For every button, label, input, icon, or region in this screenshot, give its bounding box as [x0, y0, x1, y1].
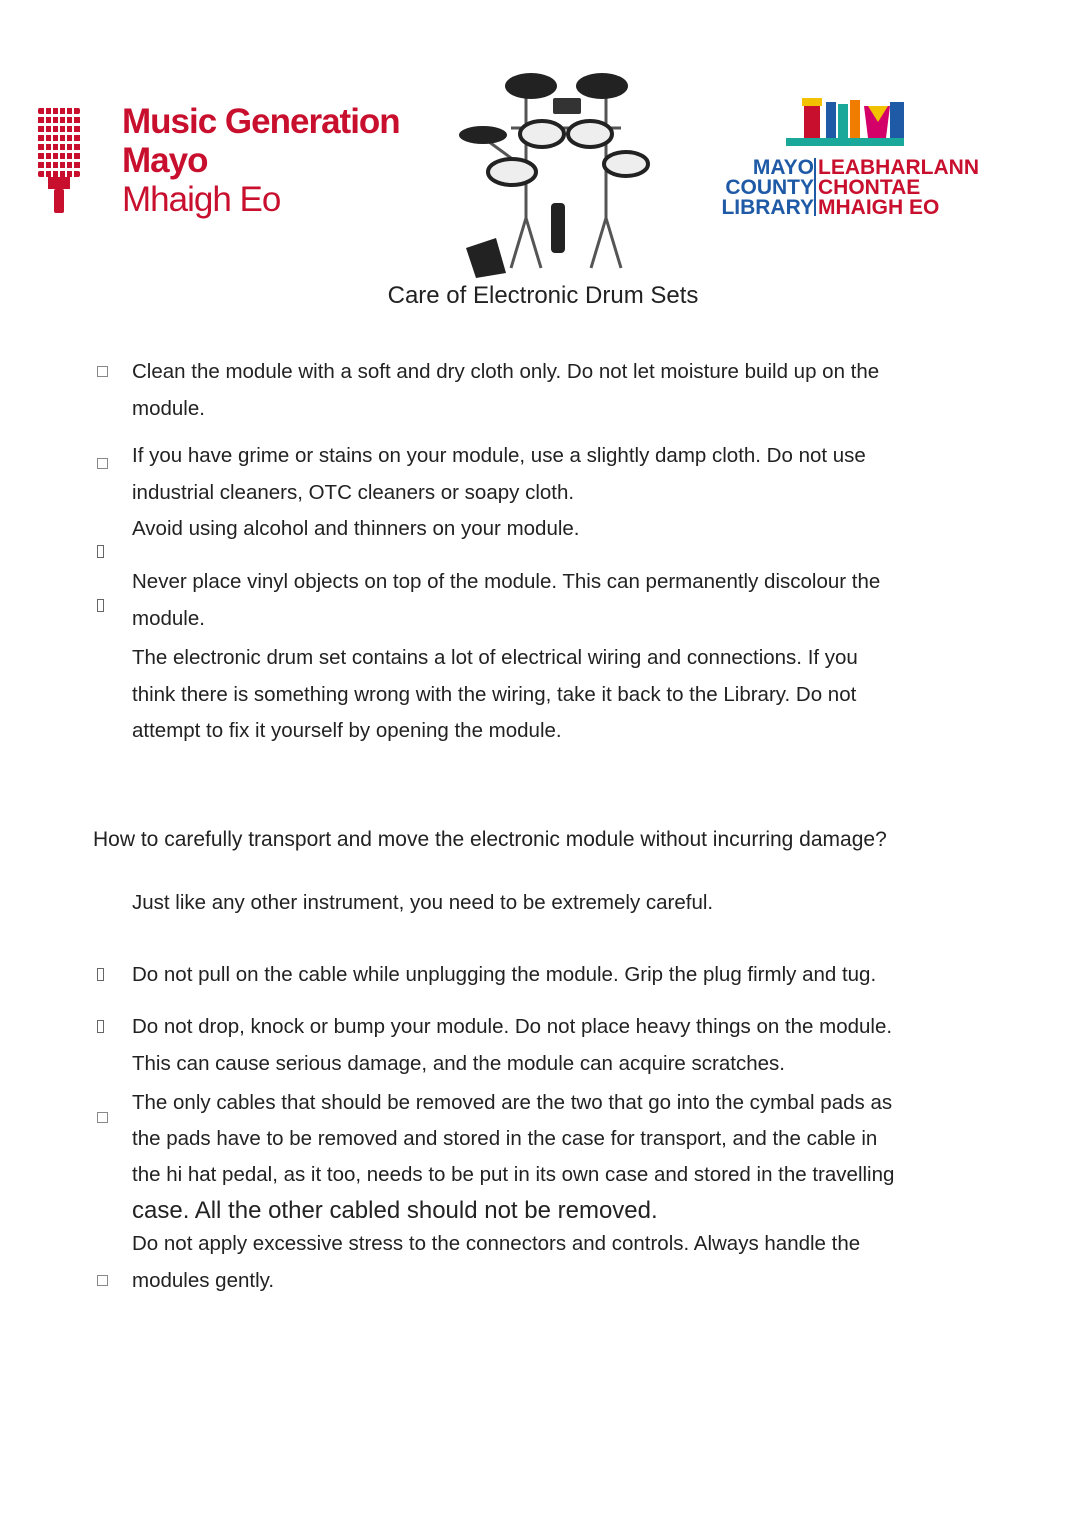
- library-line-county: COUNTY: [725, 176, 814, 199]
- bullet-marker: [97, 599, 104, 612]
- transport-heading: How to carefully transport and move the electronic module without incurring damage?: [93, 828, 887, 851]
- library-line-library: LIBRARY: [721, 196, 814, 219]
- care-item-4: The electronic drum set contains a lot of electrical wiring and connections. If you think there is something wrong with the wiring, take it back to the Library. Do not attempt to fix it yourself by opening the module.: [132, 646, 858, 742]
- library-logo-divider: [814, 158, 816, 216]
- microphone-icon: [36, 104, 82, 216]
- logo-line-mhaigh-eo: Mhaigh Eo: [122, 180, 281, 219]
- electronic-drum-kit-image: [456, 68, 656, 280]
- mayo-county-library-logo: [700, 98, 1010, 223]
- transport-item-3: The only cables that should be removed are the two that go into the cymbal pads as the pads have to be removed and stored in the case for transport, and the cable in the hi hat pedal, as it too, needs to be put in its own case and stored in the travelling case. All the other cabled should not be removed.: [132, 1091, 895, 1224]
- logo-line-mayo: Mayo: [122, 141, 208, 180]
- music-generation-wordmark: [122, 104, 400, 217]
- bullet-marker: [97, 1020, 104, 1033]
- care-item-1: Clean the module with a soft and dry cloth only. Do not let moisture build up on the module.: [132, 360, 880, 420]
- bullet-marker: [97, 458, 108, 469]
- music-generation-mayo-logo: [36, 104, 436, 224]
- care-item-3: Never place vinyl objects on top of the module. This can permanently discolour the module.: [132, 570, 881, 630]
- library-line-leabharlann: LEABHARLANN: [818, 156, 979, 179]
- library-line-mayo: MAYO: [752, 156, 814, 179]
- bullet-marker: [97, 1112, 108, 1123]
- bullet-marker: [97, 366, 108, 377]
- page-title: Care of Electronic Drum Sets: [387, 282, 699, 309]
- bullet-marker: [97, 968, 104, 981]
- library-line-mhaigh-eo: MHAIGH EO: [818, 196, 940, 219]
- transport-item-2: Do not drop, knock or bump your module. Do not place heavy things on the module. This can cause serious damage, and the module can acquire scratches.: [132, 1015, 893, 1075]
- transport-intro: Just like any other instrument, you need to be extremely careful.: [132, 891, 714, 914]
- transport-item-4: Do not apply excessive stress to the connectors and controls. Always handle the modules gently.: [132, 1232, 861, 1292]
- books-crest-icon: [786, 98, 916, 154]
- bullet-marker: [97, 545, 104, 558]
- library-line-chontae: CHONTAE: [818, 176, 921, 199]
- library-name-irish: [818, 158, 979, 218]
- logo-line-music-generation: Music Generation: [122, 102, 400, 141]
- transport-item-1: Do not pull on the cable while unplugging the module. Grip the plug firmly and tug.: [132, 963, 877, 986]
- care-item-2: If you have grime or stains on your module, use a slightly damp cloth. Do not use industrial cleaners, OTC cleaners or soapy cloth. Avoid using alcohol and thinners on your module.: [132, 444, 866, 540]
- bullet-marker: [97, 1275, 108, 1286]
- library-name-english: [704, 158, 814, 218]
